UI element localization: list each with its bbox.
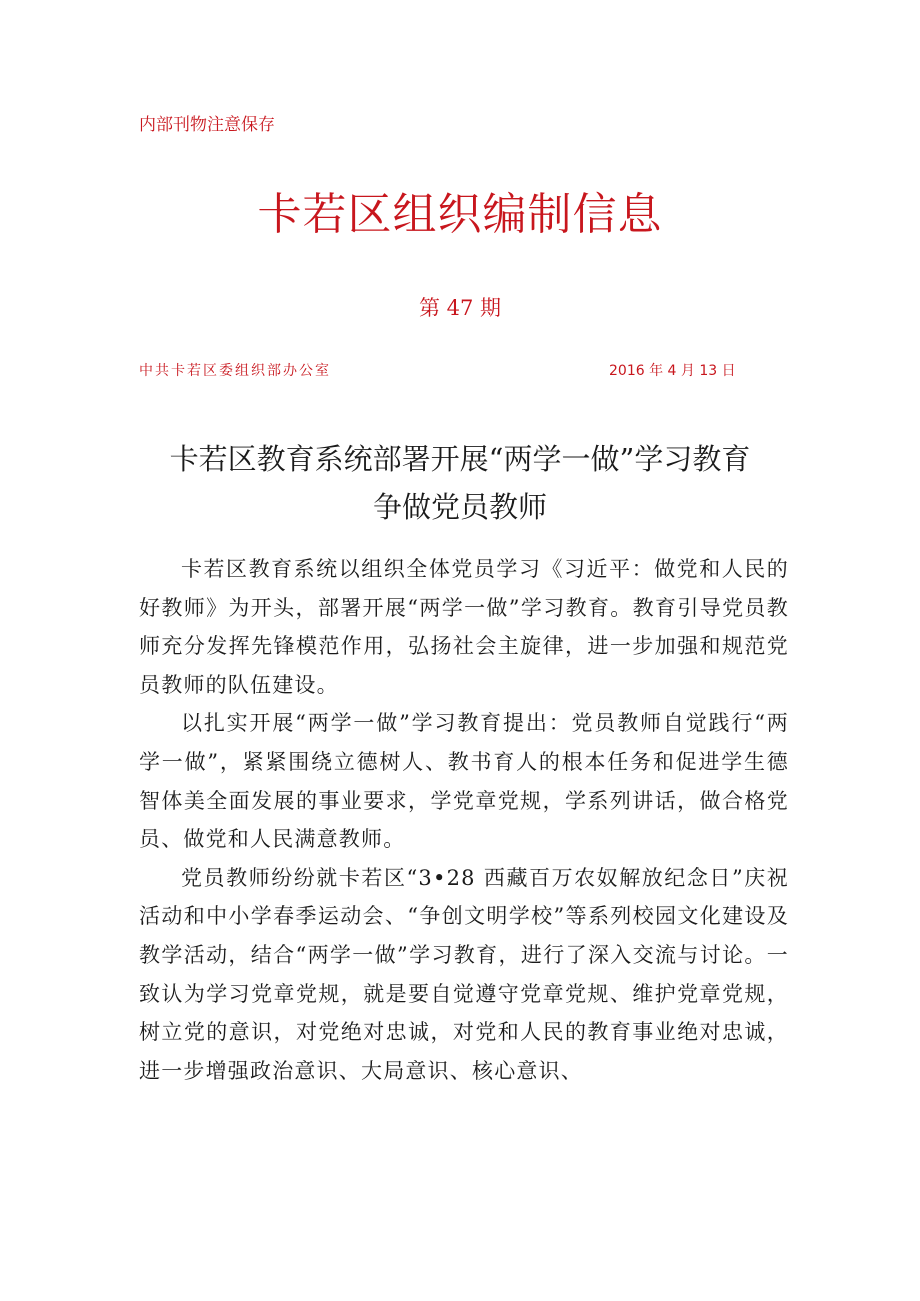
article-paragraph-3: 党员教师纷纷就卡若区“3•28 西藏百万农奴解放纪念日”庆祝活动和中小学春季运动会、“争创文明学校”等系列校园文化建设及教学活动，结合“两学一做”学习教育，进行了深入交流与讨论。一致认为学习党章党规，就是要自觉遵守党章党规、维护党章党规，树立党的意识，对党绝对忠诚，对党和人民的教育事业绝对忠诚，进一步增强政治意识、大局意识、核心意识、 [139, 865, 789, 1083]
issuing-office: 中共卡若区委组织部办公室 [139, 363, 331, 379]
article-title-line-2: 争做党员教师 [372, 490, 547, 524]
article-paragraph-2: 以扎实开展“两学一做”学习教育提出：党员教师自觉践行“两学一做”，紧紧围绕立德树人、教书育人的根本任务和促进学生德智体美全面发展的事业要求，学党章党规，学系列讲话，做合格党员、做党和人民满意教师。 [139, 711, 789, 852]
article-body [139, 550, 789, 1090]
article-title-line-1: 卡若区教育系统部署开展“两学一做”学习教育 [169, 442, 751, 476]
issue-number: 第 47 期 [418, 296, 502, 320]
internal-notice: 内部刊物注意保存 [139, 115, 275, 135]
publication-masthead: 卡若区组织编制信息 [257, 189, 663, 240]
article-paragraph-1: 卡若区教育系统以组织全体党员学习《习近平：做党和人民的好教师》为开头，部署开展“两学一做”学习教育。教育引导党员教师充分发挥先锋模范作用，弘扬社会主旋律，进一步加强和规范党员教师的队伍建设。 [139, 557, 789, 697]
issue-date: 2016 年 4 月 13 日 [609, 363, 736, 379]
